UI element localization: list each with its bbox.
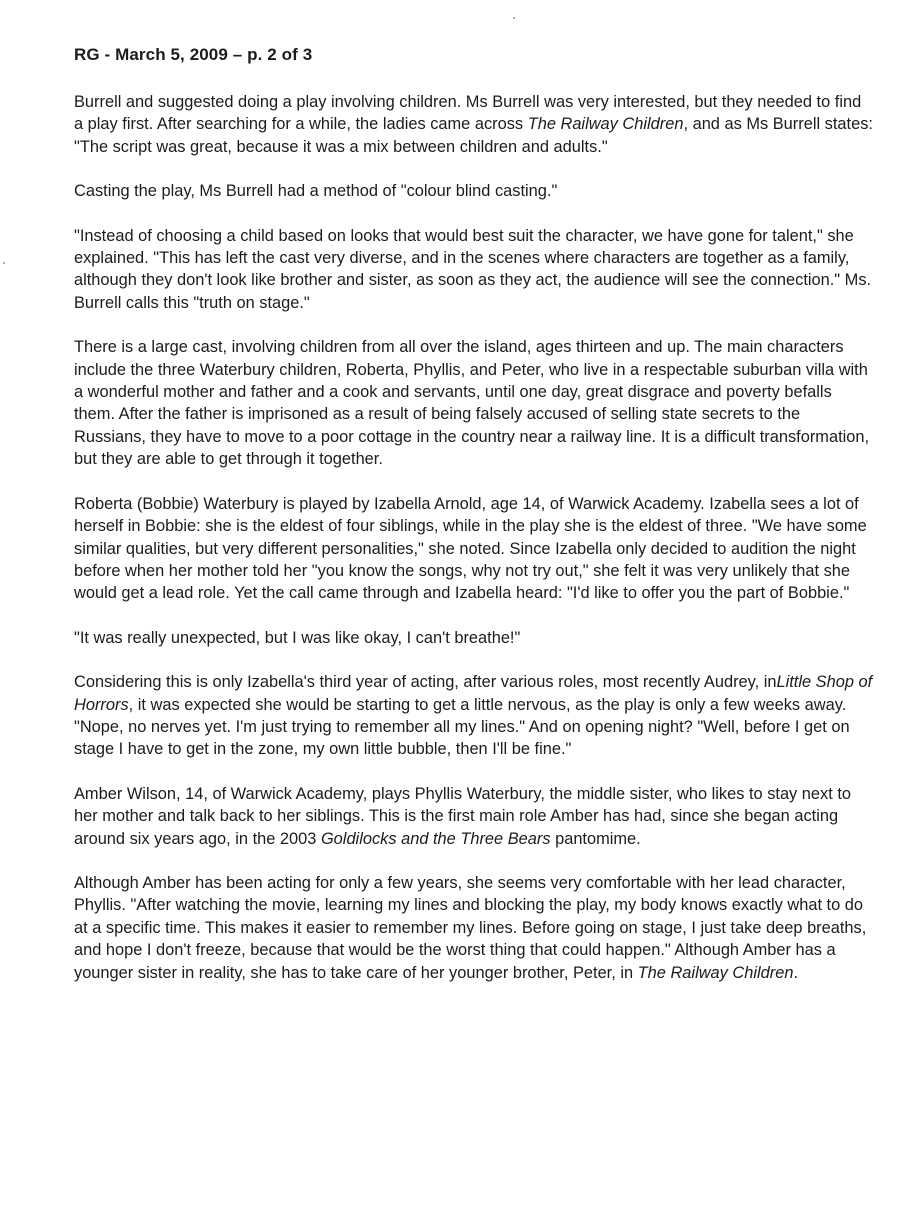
paragraph-text: Considering this is only Izabella's third year of acting, after various roles, most recently Audrey, in (74, 673, 777, 692)
paragraph-text: Casting the play, Ms Burrell had a method of "colour blind casting." (74, 182, 558, 201)
paragraph-text: Amber Wilson, 14, of Warwick Academy, plays Phyllis Waterbury, the middle sister, who likes to stay next to her mother and talk back to her siblings. This is the first main role Amber has had, since she began acting around six years ago, in the 2003 (74, 784, 852, 848)
article-paragraph (74, 671, 874, 761)
paragraph-text: , it was expected she would be starting to get a little nervous, as the play is only a few weeks away. "Nope, no nerves yet. I'm just trying to remember all my lines." And on opening night? "Well, before I get on stage I have to get in the zone, my own little bubble, then I'll be fine." (74, 695, 850, 759)
paragraph-text: Burrell and suggested doing a play involving children. Ms Burrell was very interested, but they needed to find a play first. After searching for a while, the ladies came across (74, 93, 862, 134)
italic-title-text: The Railway Children (637, 963, 794, 982)
article-body (74, 91, 874, 984)
article-paragraph (74, 783, 874, 850)
paragraph-text: "It was really unexpected, but I was like okay, I can't breathe!" (74, 628, 521, 647)
scan-speck (3, 262, 5, 264)
article-paragraph (74, 91, 874, 158)
paragraph-text: Although Amber has been acting for only a few years, she seems very comfortable with her lead character, Phyllis. "After watching the movie, learning my lines and blocking the play, my body knows exactly what to do at a specific time. This makes it easier to remember my lines. Before going on stage, I just take deep breaths, and hope I don't freeze, because that would be the worst thing that could happen." Although Amber has a younger sister in reality, she has to take care of her younger brother, Peter, in (74, 873, 867, 982)
article-paragraph (74, 493, 874, 605)
paragraph-text: . (793, 963, 799, 982)
paragraph-text: There is a large cast, involving children from all over the island, ages thirteen and up. The main characters include the three Waterbury children, Roberta, Phyllis, and Peter, who live in a respectable suburban villa with a wonderful mother and father and a cook and servants, until one day, great disgrace and poverty befalls them. After the father is imprisoned as a result of being falsely accused of selling state secrets to the Russians, they have to move to a poor cottage in the country near a railway line. It is a difficult transformation, but they are able to get through it together. (74, 338, 870, 469)
scan-speck (513, 17, 515, 19)
document-page (74, 44, 874, 1006)
italic-title-text: Goldilocks and the Three Bears (320, 829, 551, 848)
article-paragraph (74, 180, 874, 202)
article-paragraph (74, 627, 874, 649)
page-header: RG - March 5, 2009 – p. 2 of 3 (74, 45, 313, 64)
article-paragraph (74, 872, 874, 984)
paragraph-text: pantomime. (550, 829, 641, 848)
article-paragraph (74, 336, 874, 470)
italic-title-text: The Railway Children (527, 115, 684, 134)
paragraph-text: Roberta (Bobbie) Waterbury is played by Izabella Arnold, age 14, of Warwick Academy. Izabella sees a lot of herself in Bobbie: she is the eldest of four siblings, while in the play she is the eldest of three. "We have some similar qualities, but very different personalities," she noted. Since Izabella only decided to audition the night before when her mother told her "you know the songs, why not try out," she felt it was very unlikely that she would get a lead role. Yet the call came through and Izabella heard: "I'd like to offer you the part of Bobbie." (74, 494, 867, 603)
italic-title-text: Little Shop of Horrors (74, 673, 873, 714)
article-paragraph (74, 225, 874, 315)
paragraph-text: , and as Ms Burrell states: "The script was great, because it was a mix between children and adults." (74, 115, 873, 156)
paragraph-text: "Instead of choosing a child based on looks that would best suit the character, we have gone for talent," she explained. "This has left the cast very diverse, and in the scenes where characters are together as a family, although they don't look like brother and sister, as soon as they act, the audience will see the connection." Ms. Burrell calls this "truth on stage." (74, 226, 872, 312)
